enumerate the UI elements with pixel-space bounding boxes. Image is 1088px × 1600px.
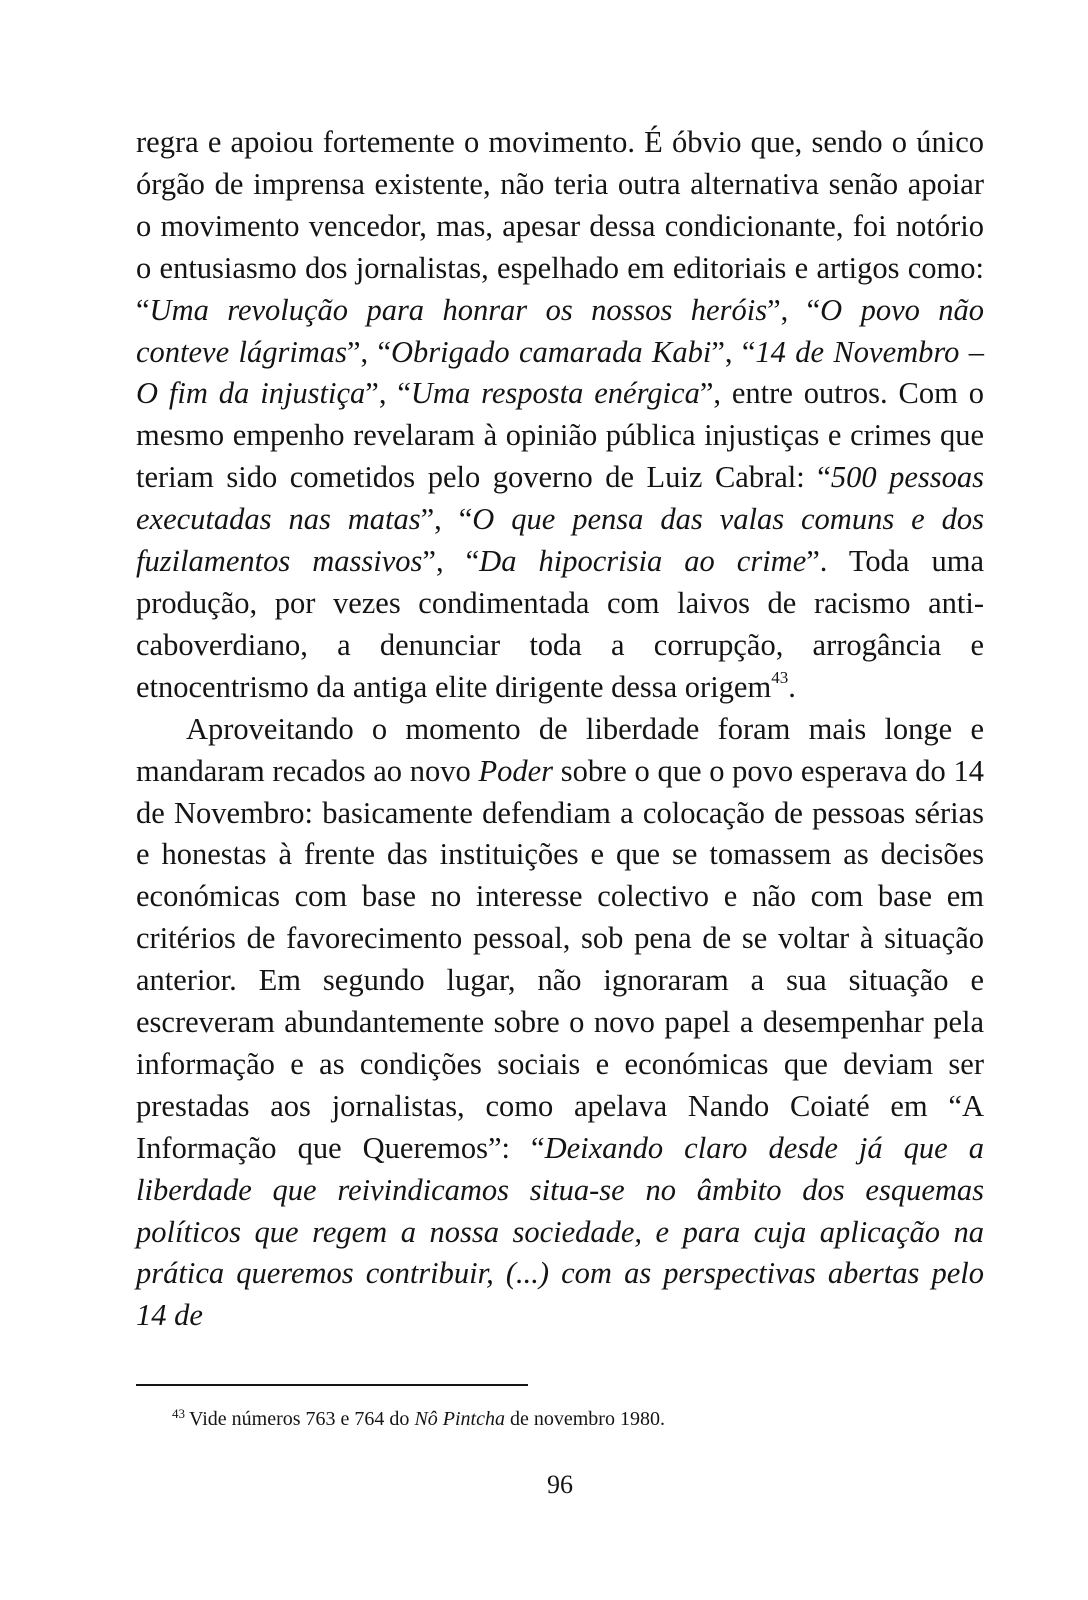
text-run: ”, “ xyxy=(365,376,411,411)
italic-quote: 500 pessoas executadas nas matas xyxy=(136,460,984,537)
footnote-text-after: de novembro 1980. xyxy=(504,1408,665,1430)
footnote-reference: 43 xyxy=(771,667,789,687)
text-run: regra e apoiou fortemente o movimento. É óbvio que, sendo o único órgão de imprensa existente, não teria outra alternativa senão apoiar o movimento vencedor, mas, apesar dessa condicionante, foi notório o entusiasmo dos jornalistas, espelhado em editoriais e artigos como: “ xyxy=(136,125,984,327)
italic-quote: Obrigado camarada Kabi xyxy=(391,334,712,369)
italic-quote: O povo não conteve lágrimas xyxy=(136,292,984,369)
italic-quote: 14 de Novembro – O fim da injustiça xyxy=(136,334,984,411)
footnote xyxy=(172,1400,972,1433)
paragraph-2 xyxy=(136,709,984,1338)
paragraph-1 xyxy=(136,122,984,709)
footnote-number: 43 xyxy=(172,1406,185,1421)
footnote-publication: Nô Pintcha xyxy=(414,1408,505,1430)
italic-quote: O que pensa das valas comuns e dos fuzilamentos massivos xyxy=(136,502,985,579)
text-run: ”, “ xyxy=(420,502,473,537)
text-run: ”, “ xyxy=(711,334,756,369)
body-text xyxy=(136,122,984,1337)
text-run: ”, “ xyxy=(422,544,480,579)
italic-quote: Uma revolução para honrar os nossos heróis xyxy=(149,292,768,327)
text-run: Aproveitando o momento de liberdade foram mais longe e mandaram recados ao novo xyxy=(136,711,984,788)
footnote-divider xyxy=(136,1384,528,1386)
italic-quote: Da hipocrisia ao crime xyxy=(479,544,807,579)
italic-quote: Poder xyxy=(478,753,554,788)
page-number: 96 xyxy=(547,1470,573,1499)
text-run: ”, “ xyxy=(767,292,821,327)
footnote-text-before: Vide números 763 e 764 do xyxy=(189,1408,415,1430)
text-run: ”, “ xyxy=(346,334,392,369)
text-run: ”, entre outros. Com o mesmo empenho revelaram à opinião pública injustiças e crimes que teriam sido cometidos pelo governo de Luiz Cabral: “ xyxy=(136,376,985,495)
italic-quote: Deixando claro desde já que a liberdade que reivindicamos situa-se no âmbito dos esquemas políticos que regem a nossa sociedade, e para cuja aplicação na prática queremos contribuir, (...) com as perspectivas abertas pelo 14 de xyxy=(136,1130,984,1333)
italic-quote: Uma resposta enérgica xyxy=(410,376,700,411)
text-run: ”. Toda uma produção, por vezes condimentada com laivos de racismo anti-caboverdiano, a denunciar toda a corrupção, arrogância e etnocentrismo da antiga elite dirigente dessa origem xyxy=(136,544,985,704)
text-run: sobre o que o povo esperava do 14 de Novembro: basicamente defendiam a colocação de pessoas sérias e honestas à frente das instituições e que se tomassem as decisões económicas com base no interesse colectivo e não com base em critérios de favorecimento pessoal, sob pena de se voltar à situação anterior. Em segundo lugar, não ignoraram a sua situação e escreveram abundantemente sobre o novo papel a desempenhar pela informação e as condições sociais e económicas que deviam ser prestadas aos jornalistas, como apelava Nando Coiaté em “A Informação que Queremos”: “ xyxy=(136,753,984,1165)
text-run: . xyxy=(788,669,796,704)
